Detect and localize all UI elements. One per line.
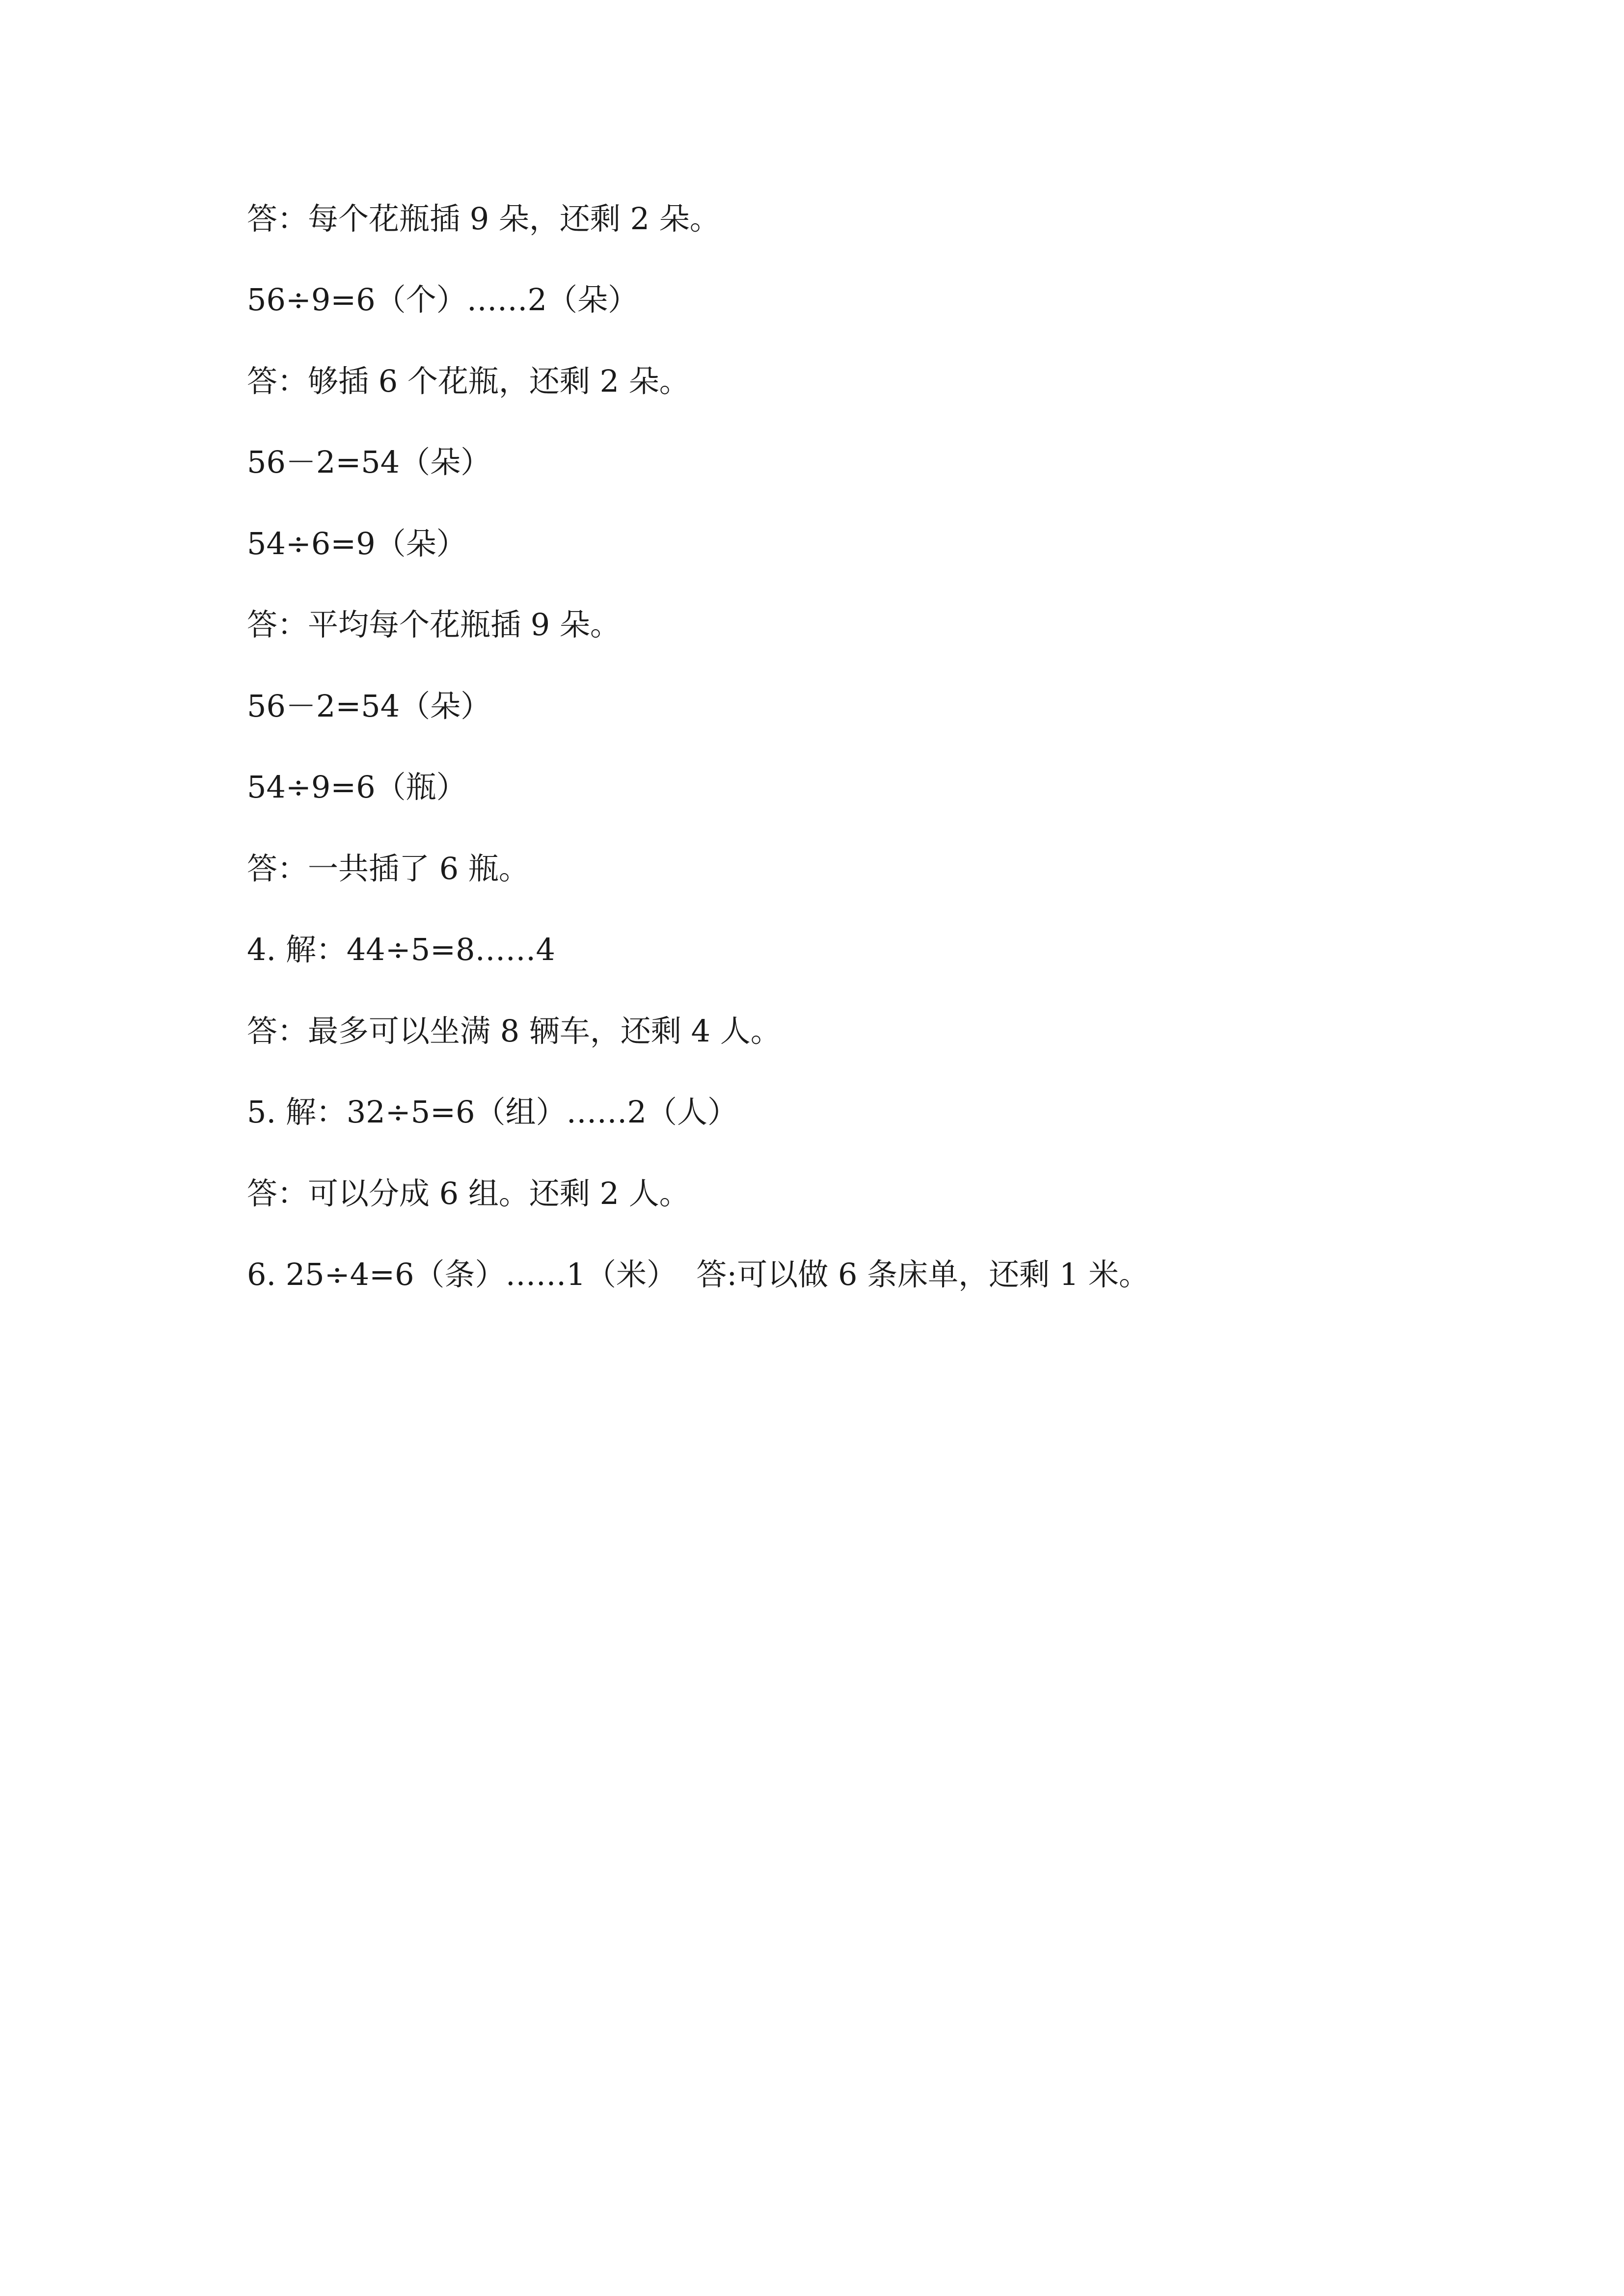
equation-line-54-div-6: 54÷6=9（朵） <box>247 526 467 561</box>
problem-5-answer: 答：可以分成 6 组。还剩 2 人。 <box>247 1175 690 1211</box>
equation-line-54-div-9: 54÷9=6（瓶） <box>247 769 467 805</box>
answer-line-flowers-per-vase: 答：每个花瓶插 9 朵，还剩 2 朵。 <box>247 201 720 237</box>
equation-line-56-div-9: 56÷9=6（个）……2（朵） <box>247 282 639 318</box>
answer-line-vases-count: 答：够插 6 个花瓶，还剩 2 朵。 <box>247 363 690 399</box>
problem-4-answer: 答：最多可以坐满 8 辆车，还剩 4 人。 <box>247 1013 781 1049</box>
equation-line-56-minus-2: 56－2=54（朵） <box>247 444 491 480</box>
equation-line-56-minus-2-b: 56－2=54（朵） <box>247 688 491 724</box>
answer-line-average-per-vase: 答：平均每个花瓶插 9 朵。 <box>247 607 621 642</box>
problem-4-solution: 4. 解：44÷5=8……4 <box>247 932 555 967</box>
problem-6-solution-and-answer: 6. 25÷4=6（条）……1（米） 答:可以做 6 条床单，还剩 1 米。 <box>247 1256 1150 1292</box>
answer-line-total-vases: 答：一共插了 6 瓶。 <box>247 851 529 886</box>
problem-5-solution: 5. 解：32÷5=6（组）……2（人） <box>247 1094 738 1130</box>
